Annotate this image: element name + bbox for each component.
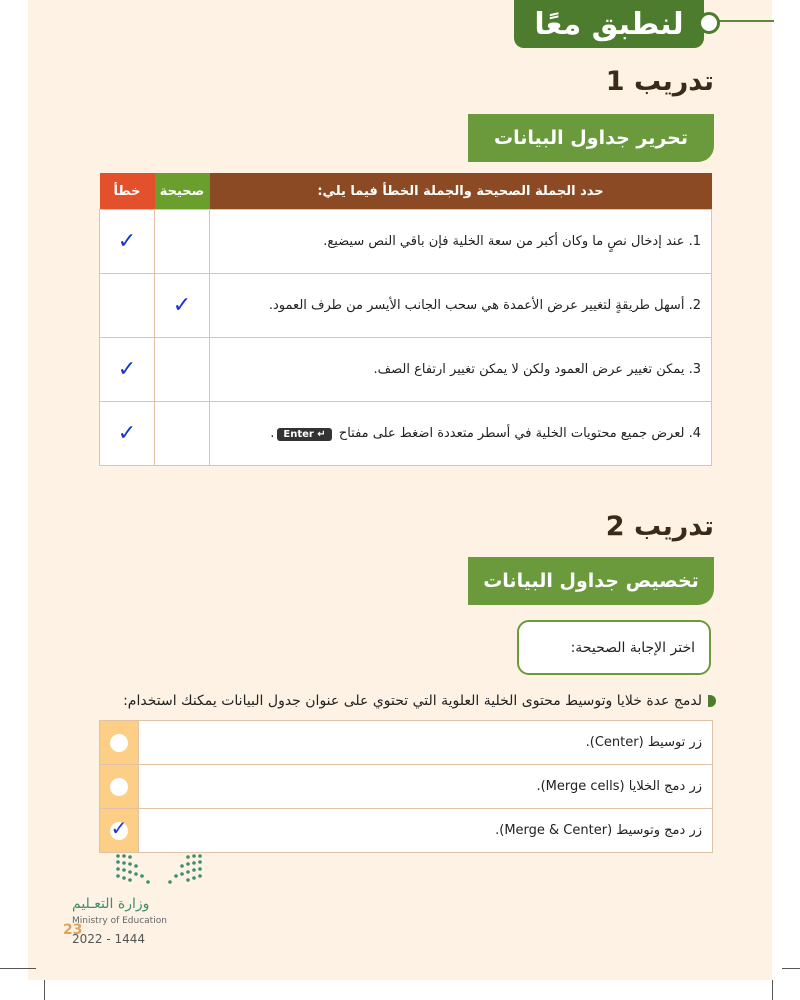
options-table <box>99 720 713 853</box>
option-radio[interactable] <box>100 721 139 765</box>
radio-circle-icon[interactable] <box>110 778 128 796</box>
crop-mark <box>0 968 36 969</box>
exercise2-title: تدريب 2 <box>605 511 714 542</box>
question-text <box>98 693 716 709</box>
exercise2-banner: تخصيص جداول البيانات <box>468 557 714 605</box>
table-header-question: حدد الجملة الصحيحة والجملة الخطأ فيما يلي: <box>210 173 712 210</box>
option-label: زر توسيط (Center). <box>139 721 713 765</box>
true-checkmark-cell[interactable] <box>155 402 210 466</box>
option-radio[interactable] <box>100 809 139 853</box>
statement-text <box>210 402 712 466</box>
year-label: 2022 - 1444 <box>72 932 146 946</box>
false-checkmark-cell[interactable]: ✓ <box>100 402 155 466</box>
chapter-tag: لنطبق معًا <box>514 0 704 48</box>
option-row[interactable] <box>100 809 713 853</box>
question-label: لدمج عدة خلايا وتوسيط محتوى الخلية العلوية التي تحتوي على عنوان جدول البيانات يمكنك استخدام: <box>123 693 702 709</box>
true-checkmark-cell[interactable]: ✓ <box>155 274 210 338</box>
crop-mark <box>44 980 45 1000</box>
statement-text: 3. يمكن تغيير عرض العمود ولكن لا يمكن تغيير ارتفاع الصف. <box>210 338 712 402</box>
option-label: زر دمج الخلايا (Merge cells). <box>139 765 713 809</box>
table-header-true: صحيحة <box>155 173 210 210</box>
table-row <box>100 338 712 402</box>
true-checkmark-cell[interactable] <box>155 210 210 274</box>
statement-text: 2. أسهل طريقةٍ لتغيير عرض الأعمدة هي سحب الجانب الأيسر من طرف العمود. <box>210 274 712 338</box>
false-checkmark-cell[interactable] <box>100 274 155 338</box>
chapter-tag-dot <box>698 12 720 34</box>
checkmark-icon: ✓ <box>110 815 128 840</box>
table-header-false: خطأ <box>100 173 155 210</box>
enter-key-icon: Enter ↵ <box>277 428 331 441</box>
table-row <box>100 274 712 338</box>
instruction-box: اختر الإجابة الصحيحة: <box>517 620 711 675</box>
false-checkmark-cell[interactable]: ✓ <box>100 338 155 402</box>
table-row <box>100 210 712 274</box>
bullet-icon <box>708 695 716 707</box>
option-row[interactable] <box>100 721 713 765</box>
page-number: 23 <box>63 922 83 938</box>
exercise1-title: تدريب 1 <box>605 66 714 97</box>
ministry-logo-icon <box>114 852 204 888</box>
statement-text: 1. عند إدخال نصٍ ما وكان أكبر من سعة الخلية فإن باقي النص سيضيع. <box>210 210 712 274</box>
statement-text-after: . <box>270 426 275 441</box>
crop-mark <box>772 980 773 1000</box>
ministry-name-en: Ministry of Education <box>72 916 167 926</box>
statement-text-before: 4. لعرض جميع محتويات الخلية في أسطر متعددة اضغط على مفتاح <box>338 426 701 441</box>
exercise1-banner: تحرير جداول البيانات <box>468 114 714 162</box>
option-row[interactable] <box>100 765 713 809</box>
radio-circle-icon[interactable] <box>110 734 128 752</box>
ministry-name-ar: وزارة التعـليم <box>72 896 150 912</box>
option-radio[interactable] <box>100 765 139 809</box>
true-false-table <box>99 173 712 466</box>
radio-circle-icon[interactable] <box>110 815 128 840</box>
crop-mark <box>782 968 800 969</box>
true-checkmark-cell[interactable] <box>155 338 210 402</box>
table-row <box>100 402 712 466</box>
false-checkmark-cell[interactable]: ✓ <box>100 210 155 274</box>
option-label: زر دمج وتوسيط (Merge & Center). <box>139 809 713 853</box>
